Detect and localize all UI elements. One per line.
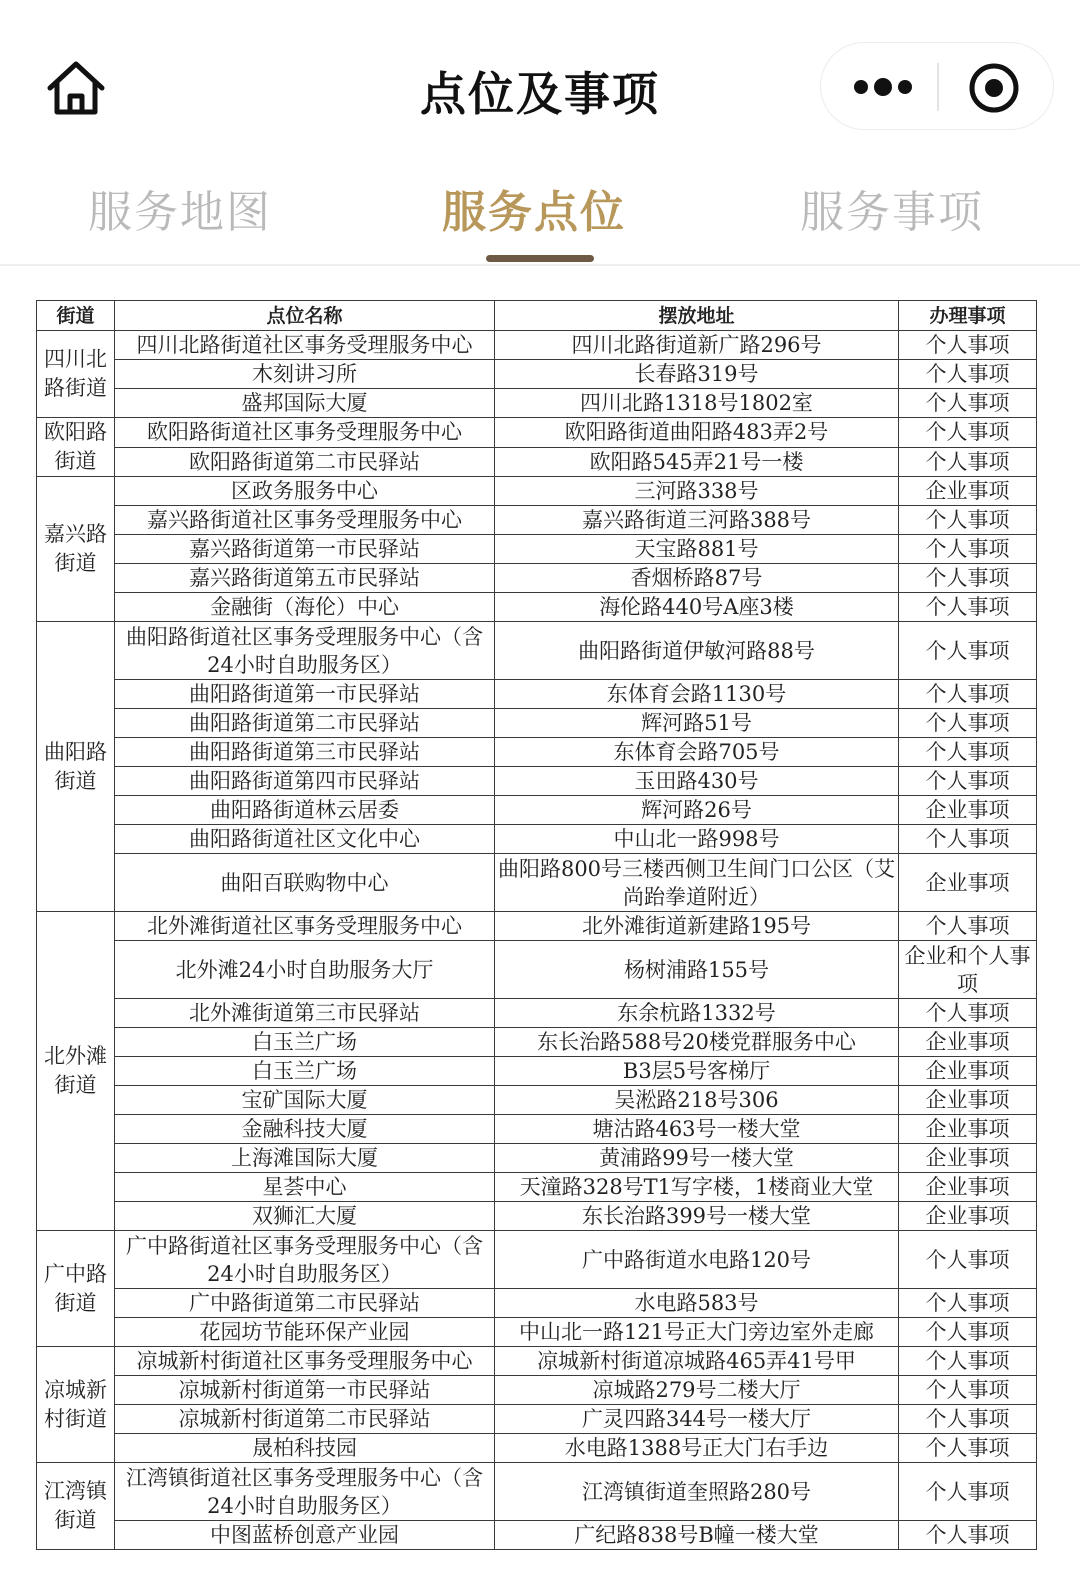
- table-row: [37, 1231, 1037, 1289]
- matter-cell: 个人事项: [899, 1289, 1037, 1318]
- table-row: [37, 622, 1037, 680]
- address-cell: 长春路319号: [495, 360, 899, 389]
- table-row: [37, 331, 1037, 360]
- matter-cell: 企业事项: [899, 1173, 1037, 1202]
- close-button[interactable]: [967, 61, 1021, 115]
- matter-cell: 个人事项: [899, 1434, 1037, 1463]
- address-cell: 欧阳路545弄21号一楼: [495, 447, 899, 477]
- address-cell: 广中路街道水电路120号: [495, 1231, 899, 1289]
- point-name-cell: 花园坊节能环保产业园: [115, 1318, 495, 1347]
- point-name-cell: 嘉兴路街道第一市民驿站: [115, 535, 495, 564]
- matter-cell: 个人事项: [899, 709, 1037, 738]
- table-row: [37, 767, 1037, 796]
- matter-cell: 个人事项: [899, 360, 1037, 389]
- table-row: [37, 1115, 1037, 1144]
- matter-cell: 企业事项: [899, 1057, 1037, 1086]
- matter-cell: 企业事项: [899, 854, 1037, 912]
- point-name-cell: 区政务服务中心: [115, 477, 495, 506]
- matter-cell: 企业事项: [899, 1144, 1037, 1173]
- header-street: 街道: [37, 301, 115, 331]
- matter-cell: 个人事项: [899, 418, 1037, 448]
- point-name-cell: 凉城新村街道第二市民驿站: [115, 1405, 495, 1434]
- point-name-cell: 嘉兴路街道社区事务受理服务中心: [115, 506, 495, 535]
- address-cell: 水电路583号: [495, 1289, 899, 1318]
- matter-cell: 企业事项: [899, 477, 1037, 506]
- address-cell: 黄浦路99号一楼大堂: [495, 1144, 899, 1173]
- address-cell: B3层5号客梯厅: [495, 1057, 899, 1086]
- tabs-divider: [0, 264, 1080, 266]
- address-cell: 曲阳路800号三楼西侧卫生间门口公区（艾尚跆拳道附近）: [495, 854, 899, 912]
- address-cell: 塘沽路463号一楼大堂: [495, 1115, 899, 1144]
- address-cell: 玉田路430号: [495, 767, 899, 796]
- matter-cell: 个人事项: [899, 564, 1037, 593]
- matter-cell: 个人事项: [899, 593, 1037, 622]
- active-tab-indicator: [486, 255, 594, 262]
- address-cell: 东长治路588号20楼党群服务中心: [495, 1028, 899, 1057]
- table-row: [37, 1289, 1037, 1318]
- address-cell: 东余杭路1332号: [495, 999, 899, 1028]
- point-name-cell: 江湾镇街道社区事务受理服务中心（含24小时自助服务区）: [115, 1463, 495, 1521]
- table-row: [37, 854, 1037, 912]
- address-cell: 天宝路881号: [495, 535, 899, 564]
- table-row: [37, 796, 1037, 825]
- nav-bar: [0, 0, 1080, 172]
- address-cell: 嘉兴路街道三河路388号: [495, 506, 899, 535]
- point-name-cell: 欧阳路街道第二市民驿站: [115, 447, 495, 477]
- address-cell: 曲阳路街道伊敏河路88号: [495, 622, 899, 680]
- table-row: [37, 738, 1037, 767]
- matter-cell: 个人事项: [899, 506, 1037, 535]
- address-cell: 中山北一路998号: [495, 825, 899, 854]
- page-title: 点位及事项: [420, 67, 660, 121]
- address-cell: 杨树浦路155号: [495, 941, 899, 999]
- point-name-cell: 北外滩24小时自助服务大厅: [115, 941, 495, 999]
- street-cell: 四川北路街道: [37, 331, 115, 418]
- table-row: [37, 447, 1037, 477]
- street-cell: 江湾镇街道: [37, 1463, 115, 1550]
- matter-cell: 个人事项: [899, 1347, 1037, 1376]
- table-row: [37, 593, 1037, 622]
- street-cell: 北外滩街道: [37, 912, 115, 1231]
- matter-cell: 个人事项: [899, 331, 1037, 360]
- table-row: [37, 1057, 1037, 1086]
- address-cell: 东体育会路705号: [495, 738, 899, 767]
- tab-bar: [0, 172, 1080, 266]
- table-row: [37, 825, 1037, 854]
- table-row: [37, 1173, 1037, 1202]
- header-point-name: 点位名称: [115, 301, 495, 331]
- service-points-table: [36, 300, 1037, 1550]
- matter-cell: 个人事项: [899, 767, 1037, 796]
- table-row: [37, 1347, 1037, 1376]
- point-name-cell: 凉城新村街道社区事务受理服务中心: [115, 1347, 495, 1376]
- close-target-icon: [967, 61, 1021, 115]
- street-cell: 凉城新村街道: [37, 1347, 115, 1463]
- address-cell: 东体育会路1130号: [495, 680, 899, 709]
- matter-cell: 个人事项: [899, 825, 1037, 854]
- table-row: [37, 709, 1037, 738]
- street-cell: 广中路街道: [37, 1231, 115, 1347]
- matter-cell: 个人事项: [899, 912, 1037, 941]
- address-cell: 四川北路1318号1802室: [495, 389, 899, 418]
- table-row: [37, 1376, 1037, 1405]
- address-cell: 海伦路440号A座3楼: [495, 593, 899, 622]
- point-name-cell: 星荟中心: [115, 1173, 495, 1202]
- point-name-cell: 晟柏科技园: [115, 1434, 495, 1463]
- matter-cell: 企业事项: [899, 796, 1037, 825]
- table-row: [37, 999, 1037, 1028]
- matter-cell: 个人事项: [899, 389, 1037, 418]
- point-name-cell: 四川北路街道社区事务受理服务中心: [115, 331, 495, 360]
- table-row: [37, 1144, 1037, 1173]
- point-name-cell: 曲阳路街道第二市民驿站: [115, 709, 495, 738]
- address-cell: 辉河路51号: [495, 709, 899, 738]
- point-name-cell: 广中路街道社区事务受理服务中心（含24小时自助服务区）: [115, 1231, 495, 1289]
- table-row: [37, 418, 1037, 448]
- point-name-cell: 白玉兰广场: [115, 1028, 495, 1057]
- table-row: [37, 1463, 1037, 1521]
- address-cell: 水电路1388号正大门右手边: [495, 1434, 899, 1463]
- point-name-cell: 曲阳路街道第一市民驿站: [115, 680, 495, 709]
- point-name-cell: 凉城新村街道第一市民驿站: [115, 1376, 495, 1405]
- address-cell: 三河路338号: [495, 477, 899, 506]
- point-name-cell: 木刻讲习所: [115, 360, 495, 389]
- point-name-cell: 上海滩国际大厦: [115, 1144, 495, 1173]
- matter-cell: 企业和个人事项: [899, 941, 1037, 999]
- capsule-divider: [937, 63, 939, 111]
- service-points-table-container: [36, 300, 1037, 1550]
- table-row: [37, 941, 1037, 999]
- point-name-cell: 欧阳路街道社区事务受理服务中心: [115, 418, 495, 448]
- point-name-cell: 曲阳路街道第四市民驿站: [115, 767, 495, 796]
- table-row: [37, 680, 1037, 709]
- address-cell: 香烟桥路87号: [495, 564, 899, 593]
- matter-cell: 个人事项: [899, 1318, 1037, 1347]
- point-name-cell: 广中路街道第二市民驿站: [115, 1289, 495, 1318]
- matter-cell: 个人事项: [899, 622, 1037, 680]
- point-name-cell: 曲阳路街道林云居委: [115, 796, 495, 825]
- table-row: [37, 1202, 1037, 1231]
- address-cell: 广灵四路344号一楼大厅: [495, 1405, 899, 1434]
- point-name-cell: 金融街（海伦）中心: [115, 593, 495, 622]
- address-cell: 广纪路838号B幢一楼大堂: [495, 1521, 899, 1550]
- street-cell: 嘉兴路街道: [37, 477, 115, 622]
- header-address: 摆放地址: [495, 301, 899, 331]
- matter-cell: 个人事项: [899, 1231, 1037, 1289]
- address-cell: 江湾镇街道奎照路280号: [495, 1463, 899, 1521]
- table-row: [37, 564, 1037, 593]
- point-name-cell: 白玉兰广场: [115, 1057, 495, 1086]
- point-name-cell: 北外滩街道第三市民驿站: [115, 999, 495, 1028]
- matter-cell: 企业事项: [899, 1202, 1037, 1231]
- address-cell: 东长治路399号一楼大堂: [495, 1202, 899, 1231]
- address-cell: 辉河路26号: [495, 796, 899, 825]
- matter-cell: 个人事项: [899, 535, 1037, 564]
- matter-cell: 个人事项: [899, 999, 1037, 1028]
- point-name-cell: 中图蓝桥创意产业园: [115, 1521, 495, 1550]
- tab-service-map[interactable]: 服务地图: [88, 187, 272, 238]
- table-row: [37, 1434, 1037, 1463]
- point-name-cell: 曲阳路街道社区文化中心: [115, 825, 495, 854]
- table-row: [37, 1318, 1037, 1347]
- table-row: [37, 477, 1037, 506]
- point-name-cell: 嘉兴路街道第五市民驿站: [115, 564, 495, 593]
- table-row: [37, 535, 1037, 564]
- point-name-cell: 金融科技大厦: [115, 1115, 495, 1144]
- point-name-cell: 曲阳路街道第三市民驿站: [115, 738, 495, 767]
- table-row: [37, 360, 1037, 389]
- table-row: [37, 1521, 1037, 1550]
- address-cell: 吴淞路218号306: [495, 1086, 899, 1115]
- address-cell: 凉城新村街道凉城路465弄41号甲: [495, 1347, 899, 1376]
- matter-cell: 企业事项: [899, 1115, 1037, 1144]
- matter-cell: 企业事项: [899, 1028, 1037, 1057]
- address-cell: 凉城路279号二楼大厅: [495, 1376, 899, 1405]
- matter-cell: 个人事项: [899, 1521, 1037, 1550]
- miniapp-capsule: [820, 42, 1054, 130]
- point-name-cell: 曲阳路街道社区事务受理服务中心（含24小时自助服务区）: [115, 622, 495, 680]
- matter-cell: 个人事项: [899, 447, 1037, 477]
- table-row: [37, 1405, 1037, 1434]
- table-row: [37, 1086, 1037, 1115]
- header-matter: 办理事项: [899, 301, 1037, 331]
- more-button[interactable]: [851, 69, 915, 105]
- matter-cell: 个人事项: [899, 680, 1037, 709]
- address-cell: 中山北一路121号正大门旁边室外走廊: [495, 1318, 899, 1347]
- table-header-row: [37, 301, 1037, 331]
- matter-cell: 个人事项: [899, 1463, 1037, 1521]
- matter-cell: 个人事项: [899, 1405, 1037, 1434]
- table-row: [37, 1028, 1037, 1057]
- point-name-cell: 曲阳百联购物中心: [115, 854, 495, 912]
- address-cell: 天潼路328号T1写字楼，1楼商业大堂: [495, 1173, 899, 1202]
- matter-cell: 个人事项: [899, 1376, 1037, 1405]
- point-name-cell: 宝矿国际大厦: [115, 1086, 495, 1115]
- street-cell: 欧阳路街道: [37, 418, 115, 477]
- address-cell: 欧阳路街道曲阳路483弄2号: [495, 418, 899, 448]
- point-name-cell: 北外滩街道社区事务受理服务中心: [115, 912, 495, 941]
- point-name-cell: 双狮汇大厦: [115, 1202, 495, 1231]
- address-cell: 北外滩街道新建路195号: [495, 912, 899, 941]
- table-row: [37, 912, 1037, 941]
- street-cell: 曲阳路街道: [37, 622, 115, 912]
- tab-service-matters[interactable]: 服务事项: [800, 187, 984, 238]
- matter-cell: 个人事项: [899, 738, 1037, 767]
- table-row: [37, 506, 1037, 535]
- address-cell: 四川北路街道新广路296号: [495, 331, 899, 360]
- table-row: [37, 389, 1037, 418]
- point-name-cell: 盛邦国际大厦: [115, 389, 495, 418]
- tab-service-points[interactable]: 服务点位: [442, 187, 626, 238]
- more-dots-icon: [851, 69, 915, 105]
- matter-cell: 企业事项: [899, 1086, 1037, 1115]
